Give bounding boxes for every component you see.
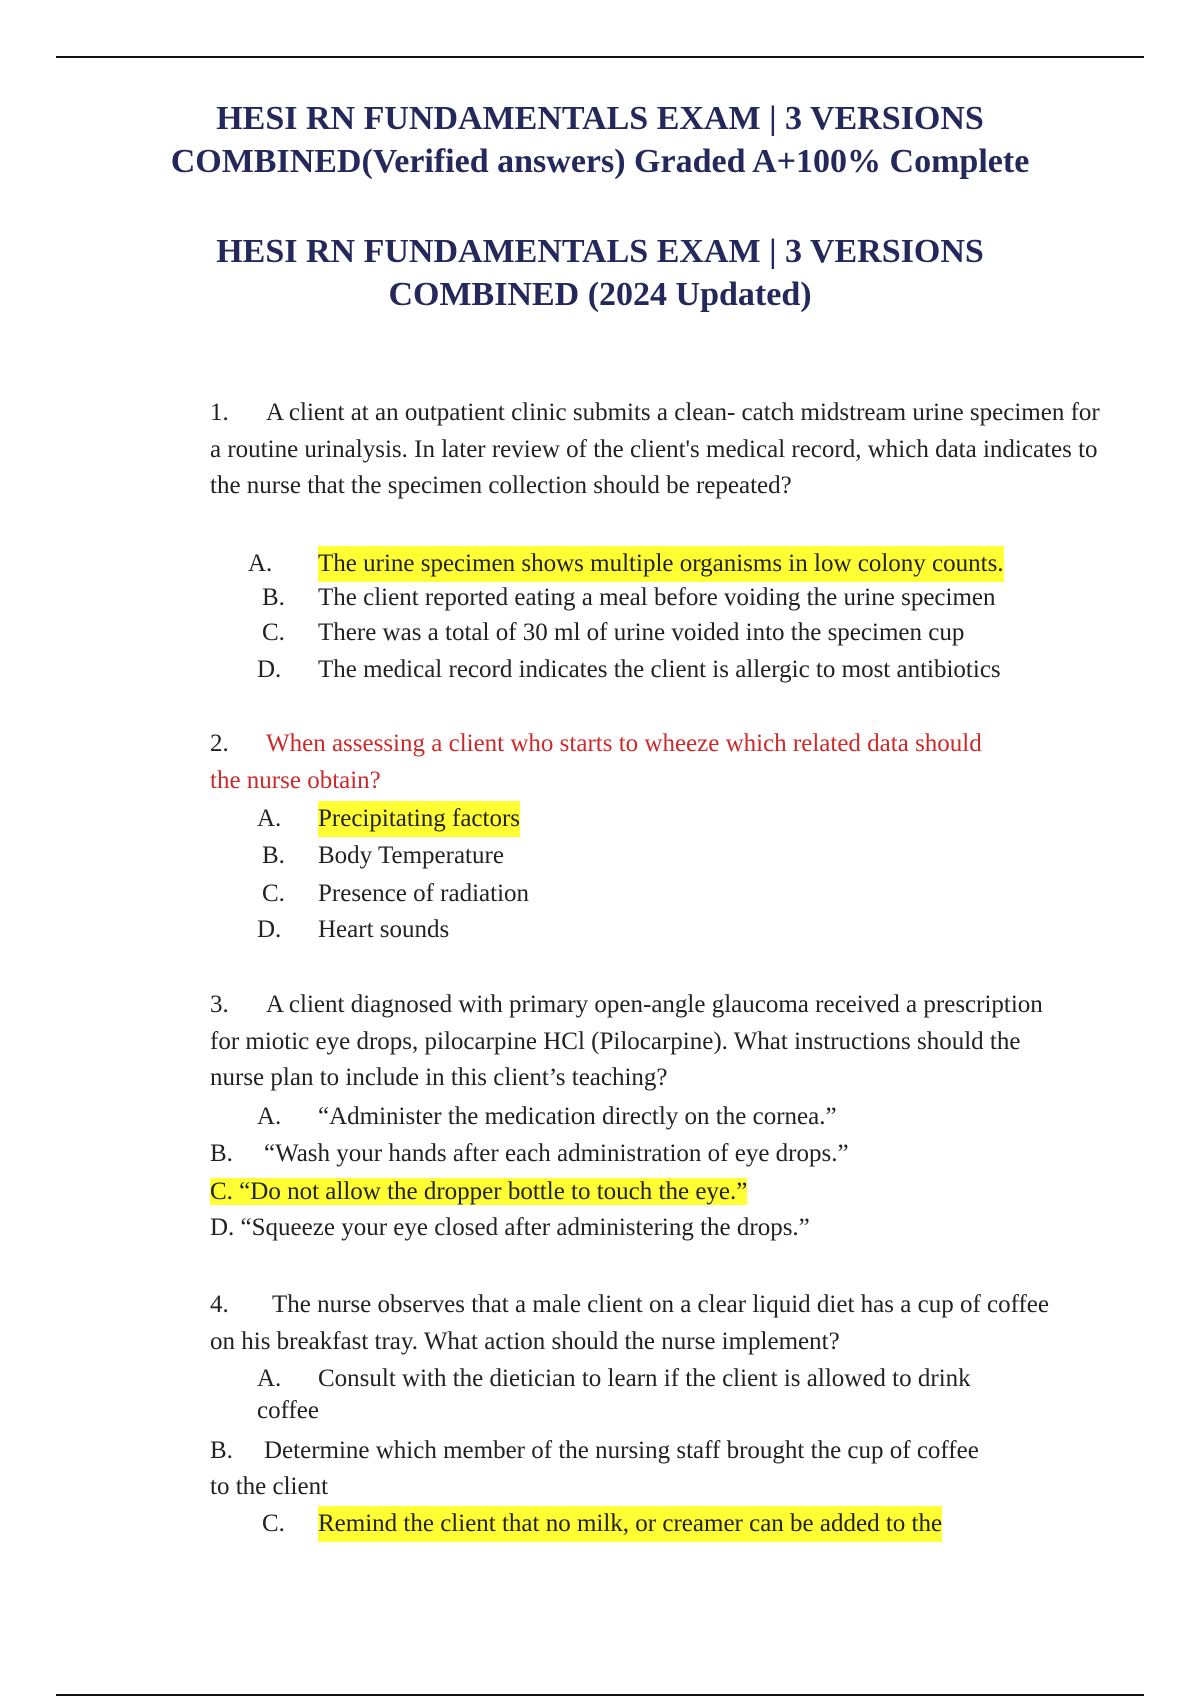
question-number: 2. bbox=[210, 730, 229, 757]
option-text: Consult with the dietician to learn if the client is allowed to drink bbox=[318, 1365, 971, 1392]
option-text: There was a total of 30 ml of urine voided into the specimen cup bbox=[318, 619, 965, 646]
option-letter: D. bbox=[257, 656, 282, 683]
option-text: Body Temperature bbox=[318, 842, 504, 869]
option-text: The medical record indicates the client is allergic to most antibiotics bbox=[318, 656, 1001, 683]
option-text: Presence of radiation bbox=[318, 880, 530, 907]
option-text: “Administer the medication directly on the cornea.” bbox=[318, 1103, 837, 1130]
option-letter: A. bbox=[257, 805, 282, 832]
option-text: “Wash your hands after each administration of eye drops.” bbox=[264, 1140, 849, 1167]
title-line-2: COMBINED(Verified answers) Graded A+100% Complete bbox=[170, 143, 1030, 180]
q4-option-b-continued bbox=[210, 1469, 328, 1505]
question-text: A client at an outpatient clinic submits a clean- catch midstream urine specimen for a routine urinalysis. In later review of the client's medical record, which data indicates to the nurse that the specimen collection should be repeated? bbox=[210, 399, 1100, 499]
option-letter: B. bbox=[210, 1437, 233, 1464]
question-1 bbox=[210, 395, 1100, 505]
option-letter: D. bbox=[257, 916, 282, 943]
option-text-highlighted: Remind the client that no milk, or creamer can be added to the bbox=[318, 1506, 942, 1542]
q3-option-d bbox=[210, 1210, 810, 1246]
top-rule bbox=[56, 56, 1144, 58]
question-number: 1. bbox=[210, 399, 229, 426]
option-text: to the client bbox=[210, 1473, 329, 1500]
q4-option-a-continued bbox=[257, 1393, 319, 1429]
question-text: The nurse observes that a male client on a clear liquid diet has a cup of coffee on his breakfast tray. What action should the nurse implement? bbox=[210, 1291, 1050, 1355]
option-letter: B. bbox=[210, 1140, 233, 1167]
option-text: The client reported eating a meal before voiding the urine specimen bbox=[318, 584, 996, 611]
question-4 bbox=[210, 1287, 1070, 1360]
option-letter: C. bbox=[262, 1510, 285, 1537]
option-text-highlighted: The urine specimen shows multiple organisms in low colony counts. bbox=[318, 546, 1004, 582]
option-text: coffee bbox=[257, 1397, 319, 1424]
question-2 bbox=[210, 726, 1010, 799]
option-letter: C. bbox=[262, 619, 285, 646]
option-text: Heart sounds bbox=[318, 916, 450, 943]
option-letter: A. bbox=[257, 1103, 282, 1130]
question-text: A client diagnosed with primary open-angle glaucoma received a prescription for miotic eye drops, pilocarpine HCl (Pilocarpine). What instructions should the nurse plan to include in this client’s teaching? bbox=[210, 991, 1043, 1091]
title-line-1: HESI RN FUNDAMENTALS EXAM | 3 VERSIONS bbox=[216, 100, 984, 137]
question-number: 3. bbox=[210, 991, 229, 1018]
option-text: Determine which member of the nursing staff brought the cup of coffee bbox=[264, 1437, 979, 1464]
option-letter: B. bbox=[262, 842, 285, 869]
q3-option-c bbox=[210, 1174, 747, 1210]
question-number: 4. bbox=[210, 1291, 229, 1318]
document-subtitle bbox=[0, 230, 1200, 316]
option-text-highlighted: Precipitating factors bbox=[318, 801, 520, 837]
option-letter: A. bbox=[257, 1365, 282, 1392]
option-letter: A. bbox=[248, 550, 273, 577]
option-text-highlighted: C. “Do not allow the dropper bottle to touch the eye.” bbox=[210, 1178, 748, 1205]
option-letter: B. bbox=[262, 584, 285, 611]
option-letter: C. bbox=[262, 880, 285, 907]
document-title bbox=[0, 97, 1200, 183]
question-text: When assessing a client who starts to wheeze which related data should the nurse obtain? bbox=[210, 730, 982, 794]
title-line-4: COMBINED (2024 Updated) bbox=[388, 276, 812, 313]
title-line-3: HESI RN FUNDAMENTALS EXAM | 3 VERSIONS bbox=[216, 233, 984, 270]
option-text: D. “Squeeze your eye closed after administering the drops.” bbox=[210, 1214, 810, 1241]
bottom-rule bbox=[56, 1694, 1144, 1696]
question-3 bbox=[210, 987, 1070, 1097]
